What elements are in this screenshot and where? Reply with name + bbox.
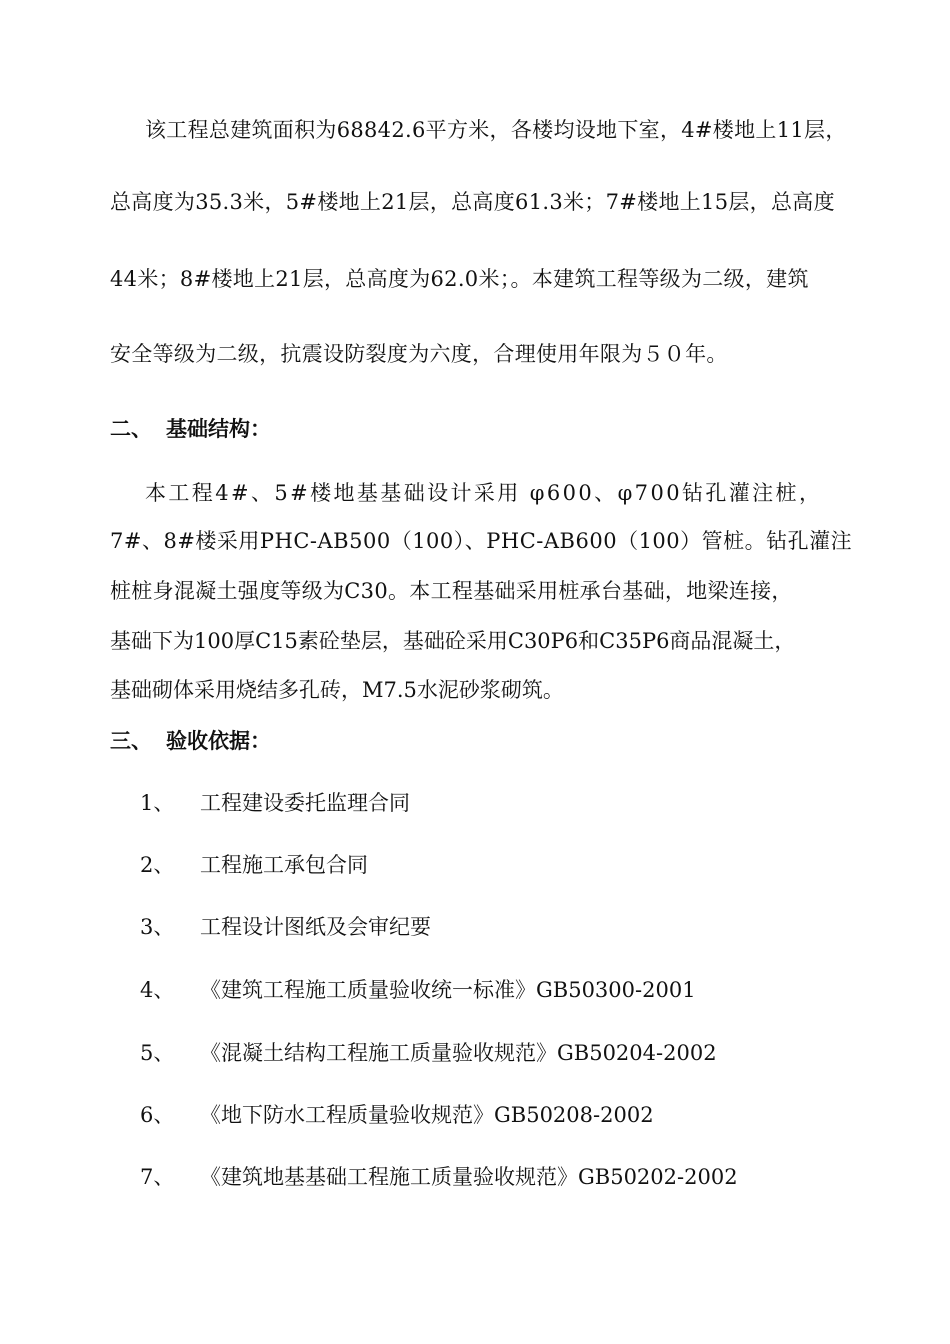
list-item (140, 851, 368, 879)
list-item-index: 5、 (140, 1041, 175, 1065)
list-item-index: 2、 (140, 853, 175, 877)
list-item-text: 《地下防水工程质量验收规范》GB50208-2002 (200, 1103, 654, 1127)
foundation-line-4: 基础下为100厚C15素砼垫层，基础砼采用C30P6和C35P6商品混凝土， (110, 629, 796, 653)
list-item (140, 1101, 654, 1129)
foundation-line-3: 桩桩身混凝土强度等级为C30。本工程基础采用桩承台基础，地梁连接， (110, 579, 793, 603)
foundation-line-2: 7#、8#楼采用PHC-AB500（100）、PHC-AB600（100）管桩。钻孔灌注 (110, 529, 853, 553)
foundation-line-5: 基础砌体采用烧结多孔砖，M7.5水泥砂浆砌筑。 (110, 678, 564, 702)
list-item-text: 《混凝土结构工程施工质量验收规范》GB50204-2002 (200, 1041, 717, 1065)
list-item (140, 1163, 738, 1191)
list-item-index: 1、 (140, 791, 175, 815)
list-item (140, 913, 431, 941)
list-item-text: 工程设计图纸及会审纪要 (200, 915, 431, 939)
list-item-index: 3、 (140, 915, 175, 939)
section-number: 二、 (110, 416, 152, 441)
section-title: 验收依据： (166, 728, 271, 753)
list-item (140, 1039, 717, 1067)
list-item-text: 工程施工承包合同 (200, 853, 368, 877)
list-item-text: 工程建设委托监理合同 (200, 791, 410, 815)
section-heading-foundation (110, 415, 271, 443)
list-item-text: 《建筑工程施工质量验收统一标准》GB50300-2001 (200, 978, 696, 1002)
list-item-text: 《建筑地基基础工程施工质量验收规范》GB50202-2002 (200, 1165, 738, 1189)
overview-line-2: 总高度为35.3米，5#楼地上21层，总高度61.3米；7#楼地上15层，总高度 (110, 190, 835, 214)
overview-line-3: 44米；8#楼地上21层，总高度为62.0米；。本建筑工程等级为二级，建筑 (110, 267, 809, 291)
section-heading-acceptance-basis (110, 727, 271, 755)
overview-line-1: 该工程总建筑面积为68842.6平方米，各楼均设地下室，4#楼地上11层， (145, 118, 847, 142)
foundation-line-1: 本工程4#、5#楼地基基础设计采用 φ600、φ700钻孔灌注桩， (145, 481, 823, 505)
list-item-index: 7、 (140, 1165, 175, 1189)
overview-line-4: 安全等级为二级，抗震设防裂度为六度，合理使用年限为５０年。 (110, 342, 728, 366)
section-title: 基础结构： (166, 416, 271, 441)
list-item (140, 789, 410, 817)
list-item-index: 6、 (140, 1103, 175, 1127)
section-number: 三、 (110, 728, 152, 753)
list-item (140, 976, 696, 1004)
list-item-index: 4、 (140, 978, 175, 1002)
